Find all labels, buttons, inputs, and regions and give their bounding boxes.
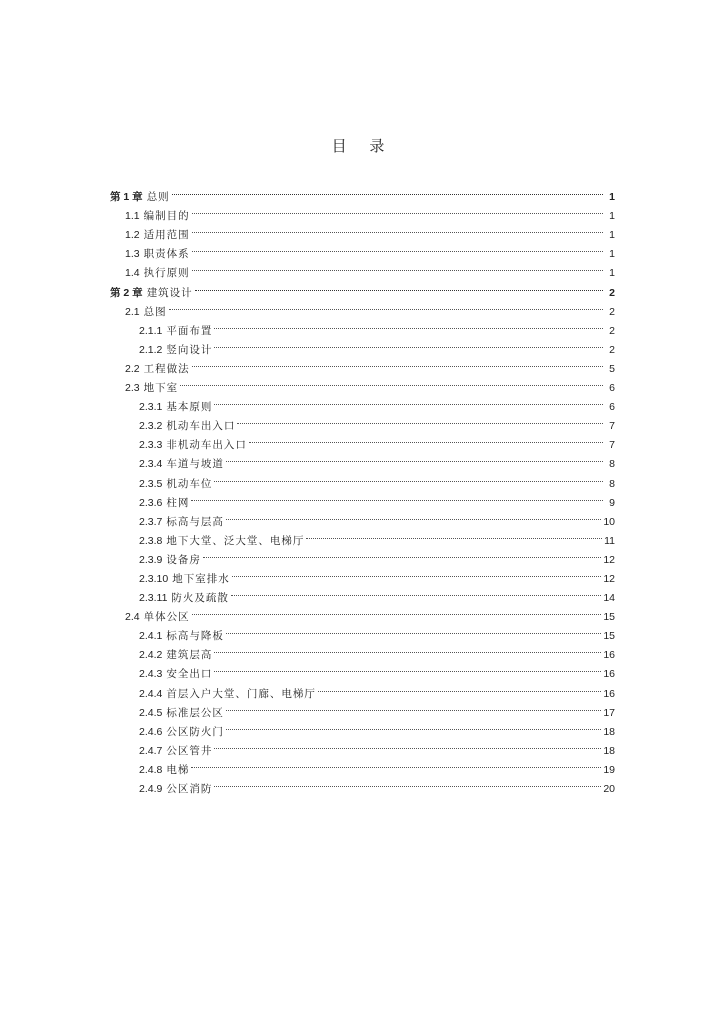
toc-page-number: 6 [609, 382, 615, 395]
toc-dot-leader [180, 372, 603, 391]
toc-page-number: 5 [609, 362, 615, 375]
toc-entry-number: 2.3.9 [139, 553, 163, 566]
toc-entry-number: 2.4.5 [139, 706, 163, 719]
toc-dot-leader [214, 315, 603, 334]
toc-page-number: 2 [609, 343, 615, 356]
toc-page-number: 20 [603, 783, 615, 795]
toc-dot-leader [214, 334, 603, 353]
toc-entry-number: 2.3.11 [139, 592, 168, 605]
toc-dot-leader [214, 735, 601, 754]
toc-entry-label: 总图 [143, 305, 167, 318]
toc-page-number: 7 [609, 439, 615, 452]
toc-page-number: 12 [603, 572, 615, 585]
toc-entry-number: 第 2 章 [110, 286, 143, 299]
toc-entry-label: 地下室排水 [172, 572, 230, 585]
toc-page-number: 12 [603, 553, 615, 566]
toc-dot-leader [192, 257, 603, 276]
toc-entry-label: 总则 [146, 191, 170, 204]
toc-page-number: 19 [603, 763, 615, 776]
toc-page-number: 7 [609, 420, 615, 433]
toc-section-entry[interactable] [110, 200, 615, 223]
toc-dot-leader [172, 181, 603, 200]
toc-entry-number: 第 1 章 [110, 191, 143, 204]
toc-entry-label: 设备房 [166, 553, 201, 566]
toc-dot-leader [214, 773, 601, 792]
toc-page-number: 15 [603, 630, 615, 643]
toc-dot-leader [191, 754, 601, 773]
toc-entry-label: 车道与坡道 [166, 458, 224, 471]
toc-entry-label: 公区消防 [166, 783, 213, 795]
toc-dot-leader [192, 219, 603, 238]
toc-entry-number: 2.3.10 [139, 572, 169, 585]
toc-entry-number: 2.3.7 [139, 515, 163, 528]
toc-entry-number: 1.3 [125, 248, 140, 261]
toc-entry-number: 2.4.6 [139, 725, 163, 738]
toc-page-number: 10 [603, 515, 615, 528]
toc-entry-label: 标高与层高 [166, 515, 224, 528]
toc-entry-label: 工程做法 [143, 362, 190, 375]
toc-dot-leader [249, 429, 603, 448]
toc-entry-label: 公区防火门 [166, 725, 224, 738]
toc-entry-number: 2.3.1 [139, 401, 163, 414]
toc-page-number: 9 [609, 496, 615, 509]
toc-page-number: 16 [603, 668, 615, 681]
toc-page-number: 8 [609, 458, 615, 471]
toc-entry-label: 地下大堂、泛大堂、电梯厅 [166, 534, 305, 547]
toc-entry-label: 单体公区 [143, 611, 190, 624]
toc-entry-number: 2.3.8 [139, 534, 163, 547]
toc-entry-label: 地下室 [143, 382, 179, 395]
toc-dot-leader [214, 658, 601, 677]
toc-entry-number: 2.3.6 [139, 496, 163, 509]
toc-title: 目 录 [331, 137, 394, 155]
toc-dot-leader [195, 276, 603, 295]
toc-page-number: 15 [603, 611, 615, 624]
toc-entry-label: 标高与降板 [166, 630, 224, 643]
toc-page-number: 1 [609, 248, 615, 261]
toc-dot-leader [306, 525, 602, 544]
toc-entry-number: 2.4.4 [139, 687, 163, 700]
toc-page-number: 16 [603, 649, 615, 662]
toc-page-number: 1 [609, 267, 615, 280]
toc-entry-label: 公区管井 [166, 744, 213, 757]
toc-entry-label: 基本原则 [166, 401, 213, 414]
toc-dot-leader [226, 448, 603, 467]
toc-entry-label: 电梯 [166, 763, 190, 776]
toc-page-number: 18 [603, 744, 615, 757]
toc-entry-number: 2.1.2 [139, 343, 163, 356]
toc-section-entry[interactable] [110, 391, 615, 414]
toc-dot-leader [318, 677, 601, 696]
toc-entry-number: 2.3.4 [139, 458, 163, 471]
toc-entry-label: 执行原则 [143, 267, 190, 280]
toc-dot-leader [191, 487, 603, 506]
toc-entry-number: 2.1.1 [139, 324, 163, 337]
toc-entry-label: 首层入户大堂、门廊、电梯厅 [166, 687, 316, 700]
toc-dot-leader [232, 563, 602, 582]
toc-dot-leader [226, 716, 601, 735]
toc-dot-leader [231, 582, 601, 601]
toc-entry-label: 平面布置 [166, 324, 213, 337]
toc-entry-label: 机动车位 [166, 477, 213, 490]
toc-dot-leader [226, 506, 601, 525]
toc-dot-leader [226, 697, 601, 716]
toc-entry-number: 2.2 [125, 362, 140, 375]
toc-section-entry[interactable] [110, 296, 615, 318]
toc-page-number: 2 [609, 286, 615, 299]
toc-entry-number: 2.4.7 [139, 744, 163, 757]
toc-page-number: 16 [603, 687, 615, 700]
toc-entry-number: 2.1 [125, 305, 140, 318]
toc-page-number: 1 [609, 210, 615, 223]
toc-dot-leader [169, 296, 603, 315]
toc-entry-number: 2.4.1 [139, 630, 163, 643]
toc-entry-label: 编制目的 [143, 210, 190, 223]
toc-entry-label: 非机动车出入口 [166, 439, 247, 452]
toc-page-number: 18 [603, 725, 615, 738]
toc-dot-leader [192, 601, 602, 620]
toc-entry-number: 1.1 [125, 210, 140, 223]
toc-entry-number: 2.4.2 [139, 649, 163, 662]
toc-page-number: 1 [609, 191, 615, 204]
toc-entry-number: 2.3.5 [139, 477, 163, 490]
toc-entry-label: 职责体系 [143, 248, 190, 261]
toc-entry-label: 竖向设计 [166, 343, 213, 356]
toc-entry-number: 2.3 [125, 382, 140, 395]
toc-entry-number: 2.3.3 [139, 439, 163, 452]
toc-entry-label: 防火及疏散 [171, 592, 229, 605]
toc-entry-number: 2.3.2 [139, 420, 163, 433]
toc-dot-leader [192, 353, 603, 372]
toc-entry-number: 1.2 [125, 229, 140, 242]
toc-page-number: 1 [609, 229, 615, 242]
toc-page-number: 2 [609, 305, 615, 318]
toc-entry-number: 2.4 [125, 611, 140, 624]
toc-dot-leader [237, 410, 603, 429]
toc-page-number: 17 [603, 706, 615, 719]
toc-entry-number: 1.4 [125, 267, 140, 280]
toc-entry-label: 建筑层高 [166, 649, 213, 662]
toc-entry-label: 安全出口 [166, 668, 213, 681]
toc-entry-label: 机动车出入口 [166, 420, 236, 433]
toc-dot-leader [214, 391, 603, 410]
toc-page-number: 8 [609, 477, 615, 490]
toc-dot-leader [192, 200, 603, 219]
toc-page-number: 11 [604, 534, 615, 547]
toc-page-number: 2 [609, 324, 615, 337]
toc-section-entry[interactable] [110, 315, 615, 337]
toc-page-number: 14 [603, 592, 615, 605]
toc-entry-label: 适用范围 [143, 229, 190, 242]
toc-list [110, 181, 615, 795]
toc-dot-leader [203, 544, 601, 563]
toc-dot-leader [214, 639, 601, 658]
toc-section-entry[interactable] [110, 372, 615, 395]
toc-dot-leader [192, 238, 603, 257]
toc-entry-number: 2.4.3 [139, 668, 163, 681]
toc-entry-label: 柱网 [166, 496, 190, 509]
toc-dot-leader [226, 620, 601, 639]
toc-entry-number: 2.4.9 [139, 783, 163, 795]
toc-chapter-entry[interactable] [110, 181, 615, 204]
toc-entry-label: 建筑设计 [146, 286, 193, 299]
toc-dot-leader [214, 467, 603, 486]
toc-entry-label: 标准层公区 [166, 706, 224, 719]
toc-page-number: 6 [609, 401, 615, 414]
toc-entry-number: 2.4.8 [139, 763, 163, 776]
